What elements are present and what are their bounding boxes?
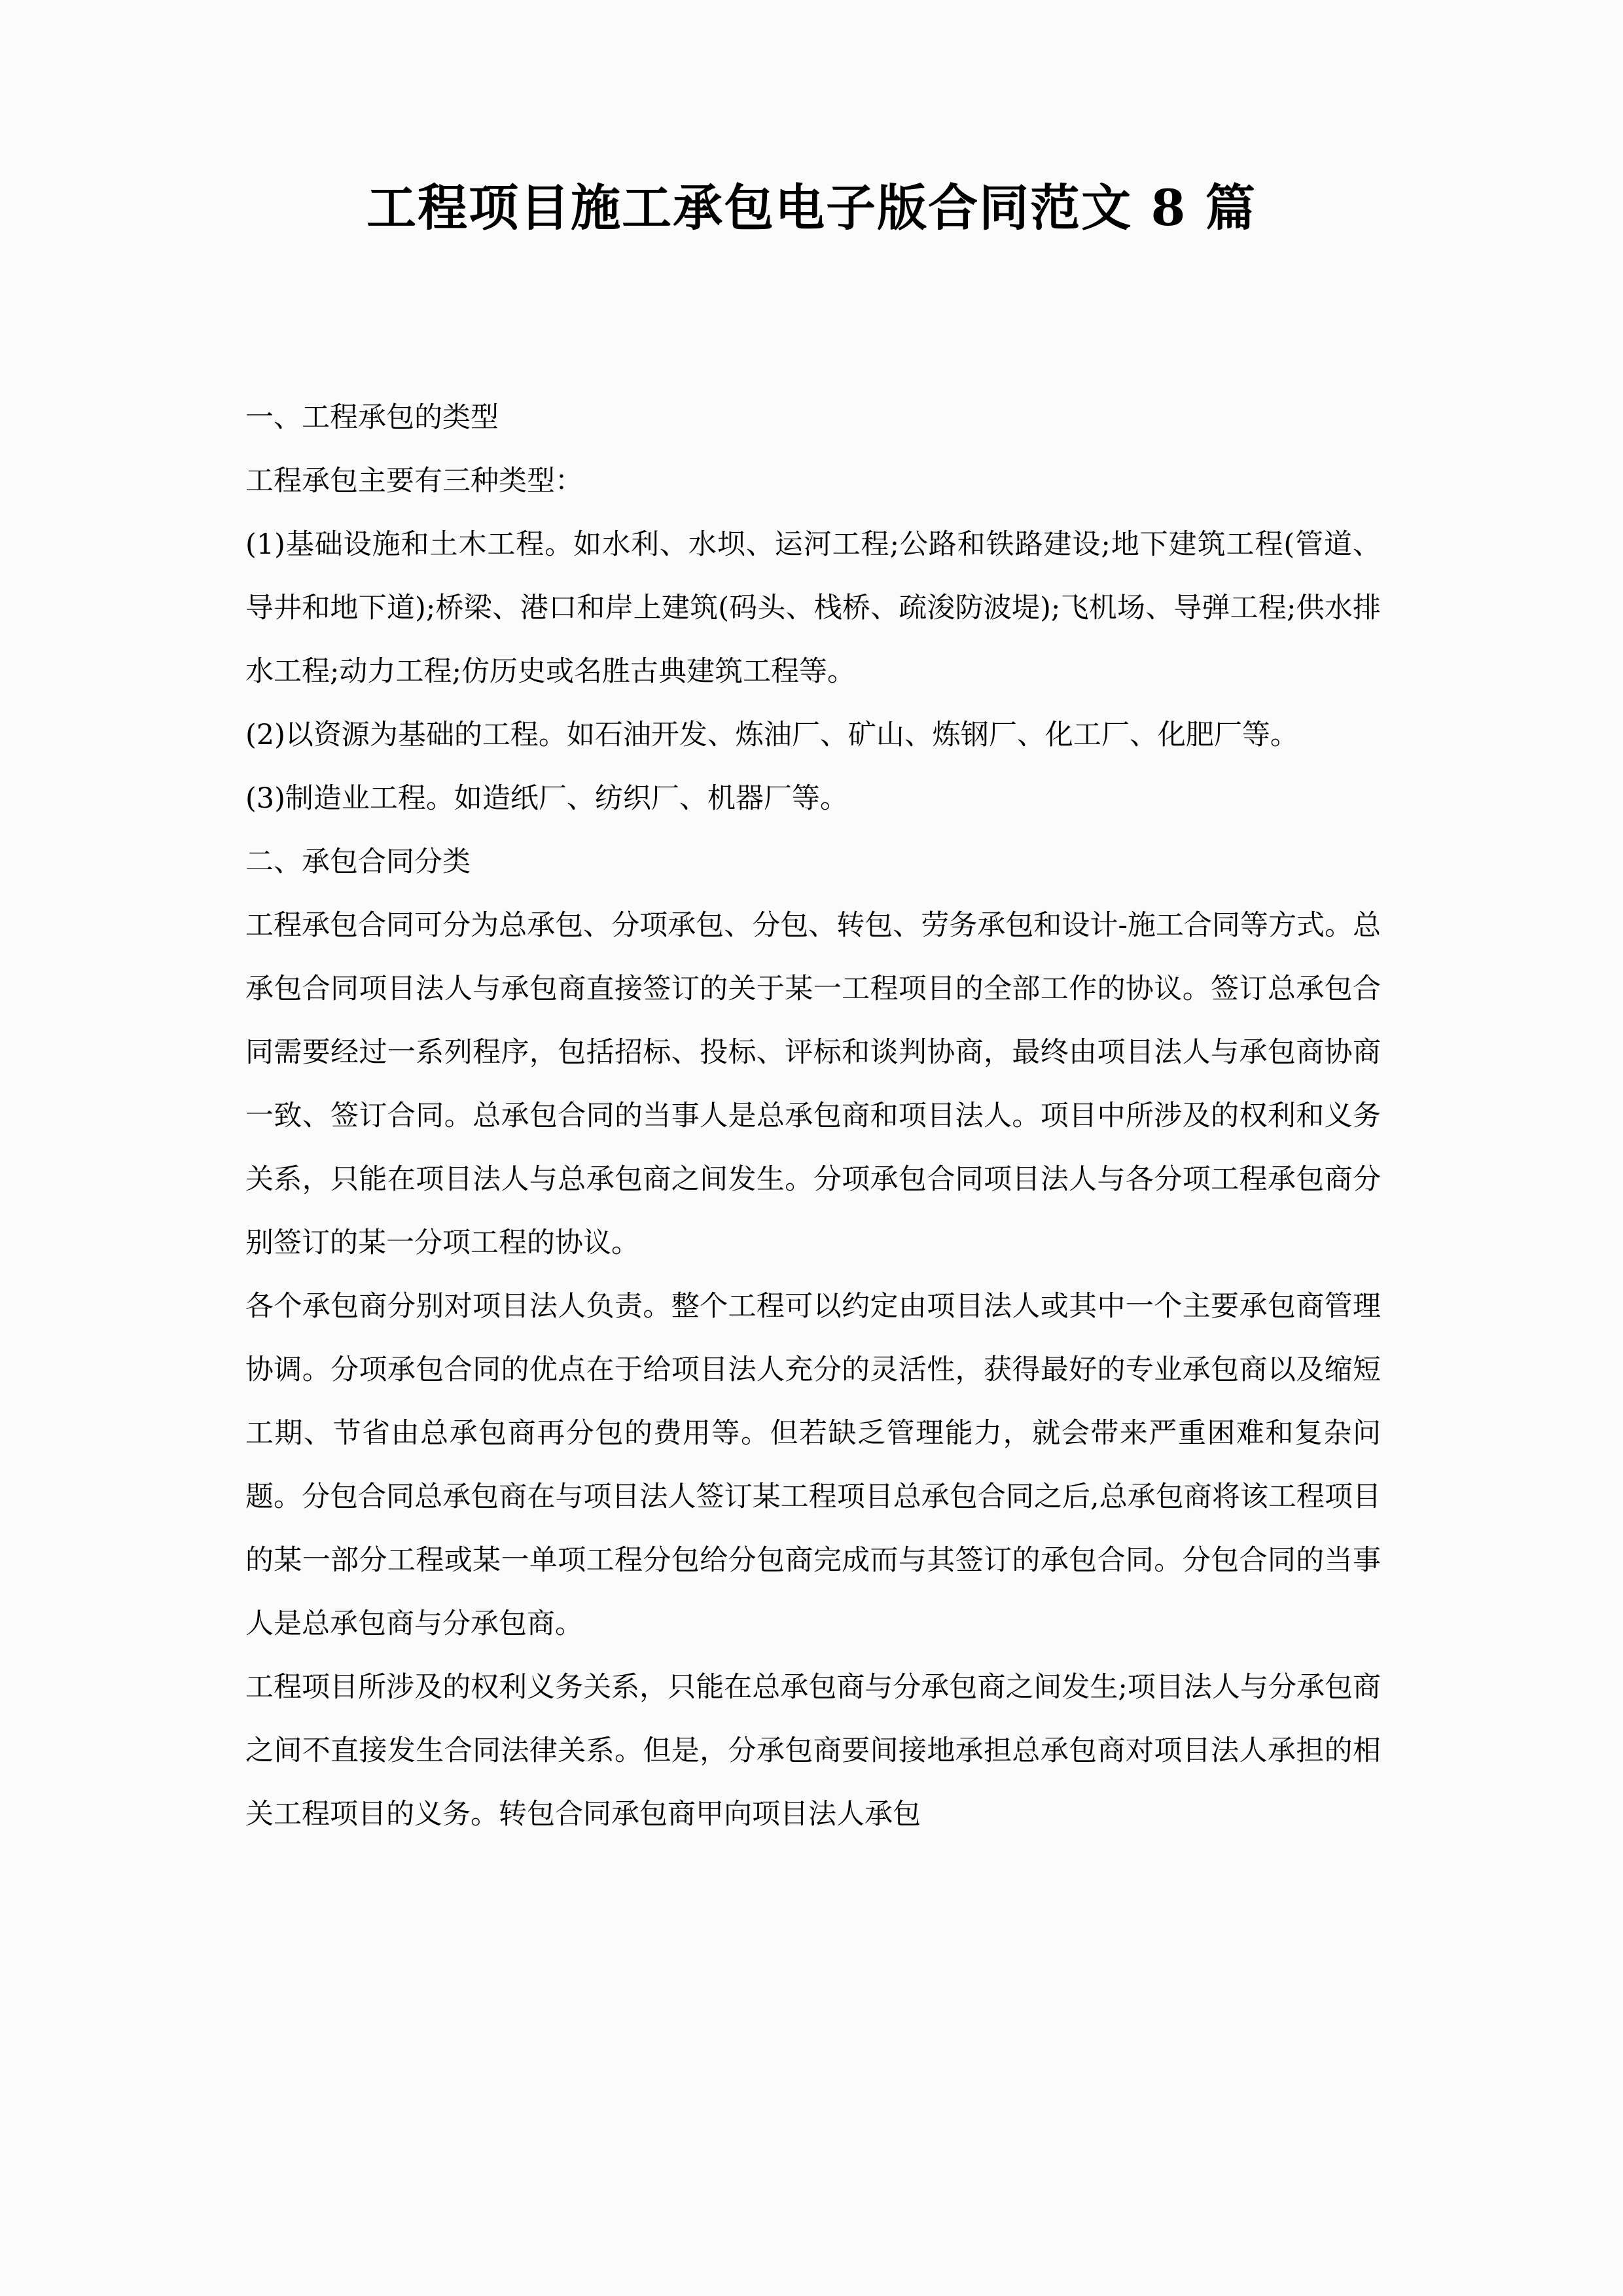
section-heading-1: 一、工程承包的类型 (245, 401, 499, 434)
paragraph-contract-classification: 工程承包合同可分为总承包、分项承包、分包、转包、劳务承包和设计-施工合同等方式。总承包合同项目法人与承包商直接签订的关于某一工程项目的全部工作的协议。签订总承包合同需要经过一系列程序，包括招标、投标、评标和谈判协商，最终由项目法人与承包商协商一致、签订合同。总承包合同的当事人是总承包商和项目法人。项目中所涉及的权利和义务关系，只能在项目法人与总承包商之间发生。分项承包合同项目法人与各分项工程承包商分别签订的某一分项工程的协议。 (245, 909, 1381, 1259)
paragraph-rights-obligations: 工程项目所涉及的权利义务关系，只能在总承包商与分承包商之间发生;项目法人与分承包商之间不直接发生合同法律关系。但是，分承包商要间接地承担总承包商对项目法人承担的相关工程项目的义务。转包合同承包商甲向项目法人承包 (245, 1671, 1381, 1831)
paragraph-contractor-responsibility: 各个承包商分别对项目法人负责。整个工程可以约定由项目法人或其中一个主要承包商管理协调。分项承包合同的优点在于给项目法人充分的灵活性，获得最好的专业承包商以及缩短工期、节省由总承包商再分包的费用等。但若缺乏管理能力，就会带来严重困难和复杂问题。分包合同总承包商在与项目法人签订某工程项目总承包合同之后,总承包商将该工程项目的某一部分工程或某一单项工程分包给分包商完成而与其签订的承包合同。分包合同的当事人是总承包商与分承包商。 (245, 1290, 1381, 1640)
paragraph-type-item-3: (3)制造业工程。如造纸厂、纺织厂、机器厂等。 (245, 782, 848, 815)
document-body (245, 386, 1381, 1846)
paragraph-type-item-1: (1)基础设施和土木工程。如水利、水坝、运河工程;公路和铁路建设;地下建筑工程(管道、导井和地下道);桥梁、港口和岸上建筑(码头、栈桥、疏浚防波堤);飞机场、导弹工程;供水排水工程;动力工程;仿历史或名胜古典建筑工程等。 (245, 528, 1381, 688)
paragraph-type-item-2: (2)以资源为基础的工程。如石油开发、炼油厂、矿山、炼钢厂、化工厂、化肥厂等。 (245, 719, 1298, 751)
paragraph-intro-types: 工程承包主要有三种类型： (245, 465, 583, 497)
section-heading-2: 二、承包合同分类 (245, 846, 471, 878)
page-title: 工程项目施工承包电子版合同范文 8 篇 (366, 179, 1257, 237)
